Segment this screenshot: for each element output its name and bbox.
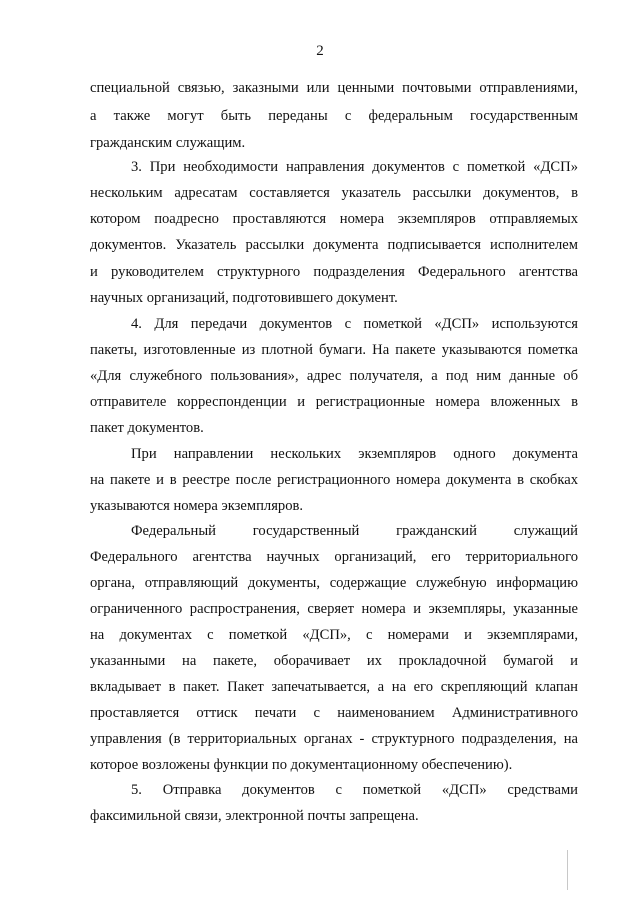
text-line: на документах с пометкой «ДСП», с номерами и экземплярами, <box>90 627 578 643</box>
text-line: пакеты, изготовленные из плотной бумаги. На пакете указываются пометка <box>90 342 578 358</box>
text-line: факсимильной связи, электронной почты запрещена. <box>90 808 419 824</box>
page-number: 2 <box>316 43 324 59</box>
text-line: 5. Отправка документов с пометкой «ДСП» средствами <box>131 782 578 798</box>
text-line: которое возложены функции по документационному обеспечению). <box>90 757 513 773</box>
text-line: ограниченного распространения, сверяет номера и экземпляры, указанные <box>90 601 578 617</box>
text-line: нескольким адресатам составляется указатель рассылки документов, в <box>90 185 578 201</box>
text-line: а также могут быть переданы с федеральным государственным <box>90 108 578 124</box>
scan-artifact <box>567 850 568 890</box>
text-line: управления (в территориальных органах - структурного подразделения, на <box>90 731 578 747</box>
text-line: При направлении нескольких экземпляров одного документа <box>131 446 578 462</box>
text-line: указываются номера экземпляров. <box>90 498 304 514</box>
text-line: 3. При необходимости направления документов с пометкой «ДСП» <box>131 159 578 175</box>
text-line: научных организаций, подготовившего документ. <box>90 290 398 306</box>
text-line: 4. Для передачи документов с пометкой «ДСП» используются <box>131 316 578 332</box>
text-line: отправителе корреспонденции и регистрационные номера вложенных в <box>90 394 578 410</box>
text-line: на пакете и в реестре после регистрационного номера документа в скобках <box>90 472 578 488</box>
text-line: и руководителем структурного подразделения Федерального агентства <box>90 264 578 280</box>
text-line: вкладывает в пакет. Пакет запечатывается, а на его скрепляющий клапан <box>90 679 578 695</box>
text-line: котором поадресно проставляются номера экземпляров отправляемых <box>90 211 578 227</box>
text-line: пакет документов. <box>90 420 204 436</box>
text-line: указанными на пакете, оборачивает их прокладочной бумагой и <box>90 653 578 669</box>
text-line: «Для служебного пользования», адрес получателя, а под ним данные об <box>90 368 578 384</box>
text-line: проставляется оттиск печати с наименованием Административного <box>90 705 578 721</box>
text-line: гражданским служащим. <box>90 135 246 151</box>
text-line: Федерального агентства научных организаций, его территориального <box>90 549 578 565</box>
text-line: Федеральный государственный гражданский служащий <box>131 523 578 539</box>
text-line: органа, отправляющий документы, содержащие служебную информацию <box>90 575 578 591</box>
text-line: специальной связью, заказными или ценными почтовыми отправлениями, <box>90 80 578 96</box>
text-line: документов. Указатель рассылки документа подписывается исполнителем <box>90 237 578 253</box>
